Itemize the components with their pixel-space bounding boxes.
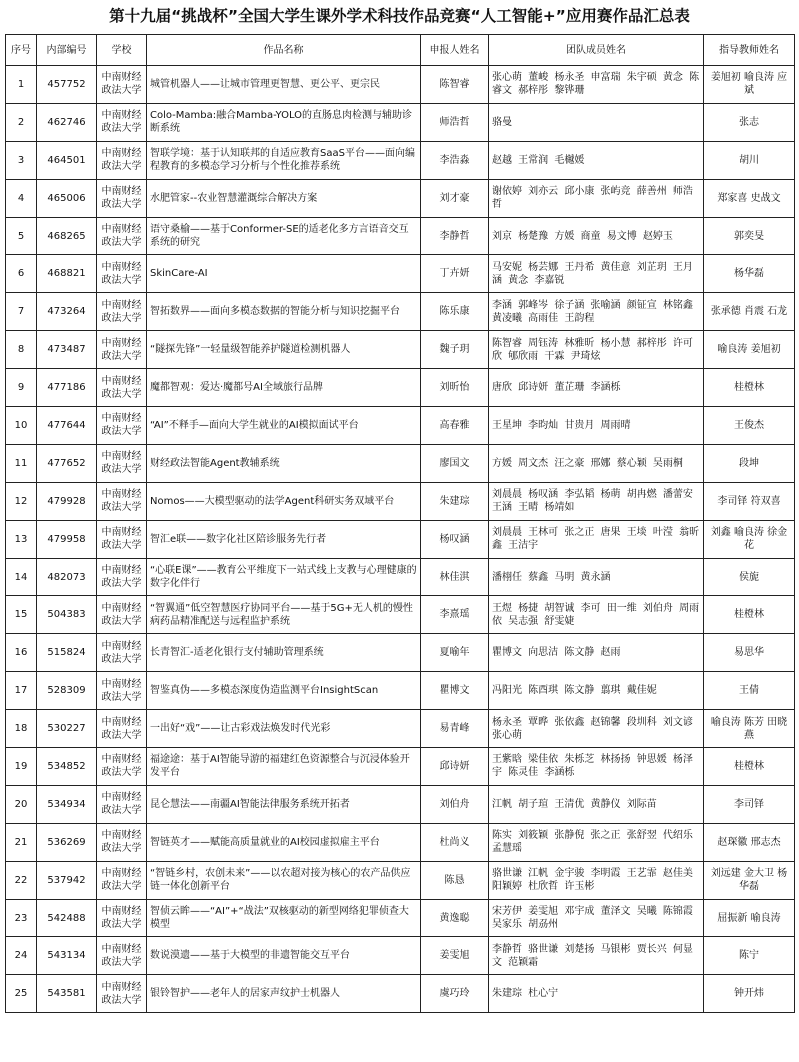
applicant-name: 杨叹涵 <box>421 520 489 558</box>
table-row <box>6 710 795 748</box>
advisor-names: 王倩 <box>704 672 795 710</box>
advisor-names: 喻良涛 姜旭初 <box>704 331 795 369</box>
team-members: 刘晨晨 王林可 张之正 唐果 王埮 叶滢 翁昕鑫 王洁宇 <box>489 520 704 558</box>
table-row <box>6 293 795 331</box>
advisor-names: 陈宁 <box>704 937 795 975</box>
table-row <box>6 558 795 596</box>
table-row <box>6 975 795 1013</box>
school-name: 中南财经政法大学 <box>97 748 147 786</box>
work-title: 智鉴真伪——多模态深度伪造监测平台InsightScan <box>147 672 421 710</box>
school-name: 中南财经政法大学 <box>97 823 147 861</box>
team-members: 李涵 郭峰岑 徐子涵 张喻涵 颜钲宣 林铭鑫 黄凌曦 高雨佳 王韵程 <box>489 293 704 331</box>
school-name: 中南财经政法大学 <box>97 217 147 255</box>
work-title: “智链乡村，农创未来”——以农超对接为核心的农产品供应链一体化创新平台 <box>147 861 421 899</box>
table-row <box>6 217 795 255</box>
row-number: 3 <box>6 141 37 179</box>
school-name: 中南财经政法大学 <box>97 103 147 141</box>
internal-code: 479958 <box>37 520 97 558</box>
work-title: Colo-Mamba:融合Mamba-YOLO的直肠息肉检测与辅助诊断系统 <box>147 103 421 141</box>
school-name: 中南财经政法大学 <box>97 331 147 369</box>
internal-code: 473487 <box>37 331 97 369</box>
row-number: 15 <box>6 596 37 634</box>
team-members: 宋芳伊 姜雯旭 邓宇成 董泽文 吴曦 陈锦霞 吴家乐 胡刕州 <box>489 899 704 937</box>
table-row <box>6 785 795 823</box>
header-code: 内部编号 <box>37 35 97 66</box>
advisor-names: 段坤 <box>704 444 795 482</box>
table-body <box>6 66 795 1013</box>
team-members: 冯阳光 陈酉琪 陈文静 翦琪 戴佳妮 <box>489 672 704 710</box>
advisor-names: 王俊杰 <box>704 407 795 445</box>
internal-code: 479928 <box>37 482 97 520</box>
internal-code: 536269 <box>37 823 97 861</box>
team-members: 张心萌 董峻 杨永圣 申富瑞 朱宇硕 黄念 陈睿文 郝梓彤 黎铧珊 <box>489 66 704 104</box>
applicant-name: 刘昕怡 <box>421 369 489 407</box>
row-number: 11 <box>6 444 37 482</box>
internal-code: 477644 <box>37 407 97 445</box>
table-row <box>6 103 795 141</box>
internal-code: 543134 <box>37 937 97 975</box>
work-title: 智链英才——赋能高质量就业的AI校园虚拟雇主平台 <box>147 823 421 861</box>
table-row <box>6 179 795 217</box>
work-title: 智联学境：基于认知联邦的自适应教育SaaS平台——面向编程教育的多模态学习分析与个性化推荐系统 <box>147 141 421 179</box>
row-number: 18 <box>6 710 37 748</box>
row-number: 24 <box>6 937 37 975</box>
team-members: 瞿博文 向思洁 陈文静 赵雨 <box>489 634 704 672</box>
row-number: 14 <box>6 558 37 596</box>
internal-code: 457752 <box>37 66 97 104</box>
team-members: 赵越 王常润 毛樾媛 <box>489 141 704 179</box>
internal-code: 464501 <box>37 141 97 179</box>
work-title: 福途途：基于AI智能导游的福建红色资源整合与沉浸体验开发平台 <box>147 748 421 786</box>
applicant-name: 李静哲 <box>421 217 489 255</box>
school-name: 中南财经政法大学 <box>97 66 147 104</box>
internal-code: 468265 <box>37 217 97 255</box>
row-number: 9 <box>6 369 37 407</box>
row-number: 6 <box>6 255 37 293</box>
applicant-name: 魏子玥 <box>421 331 489 369</box>
row-number: 21 <box>6 823 37 861</box>
school-name: 中南财经政法大学 <box>97 179 147 217</box>
internal-code: 528309 <box>37 672 97 710</box>
row-number: 10 <box>6 407 37 445</box>
applicant-name: 高春雅 <box>421 407 489 445</box>
work-title: 城管机器人——让城市管理更智慧、更公平、更宗民 <box>147 66 421 104</box>
internal-code: 530227 <box>37 710 97 748</box>
internal-code: 543581 <box>37 975 97 1013</box>
work-title: 智侦云眸——“AI”+“战法”双核驱动的新型网络犯罪侦查大模型 <box>147 899 421 937</box>
work-title: 财经政法智能Agent教辅系统 <box>147 444 421 482</box>
work-title: 一出好“戏”——让古彩戏法焕发时代光彩 <box>147 710 421 748</box>
row-number: 13 <box>6 520 37 558</box>
header-applicant: 申报人姓名 <box>421 35 489 66</box>
table-row <box>6 520 795 558</box>
internal-code: 542488 <box>37 899 97 937</box>
work-title: 智拓数界——面向多模态数据的智能分析与知识挖掘平台 <box>147 293 421 331</box>
table-row <box>6 672 795 710</box>
school-name: 中南财经政法大学 <box>97 710 147 748</box>
row-number: 22 <box>6 861 37 899</box>
applicant-name: 易青峰 <box>421 710 489 748</box>
advisor-names: 李司铎 符双喜 <box>704 482 795 520</box>
advisor-names: 桂橙林 <box>704 369 795 407</box>
internal-code: 477186 <box>37 369 97 407</box>
row-number: 25 <box>6 975 37 1013</box>
team-members: 骆世谦 江帆 金宇骏 李明霞 王艺霏 赵佳美 阳颖婷 杜欣哲 许玉彬 <box>489 861 704 899</box>
school-name: 中南财经政法大学 <box>97 785 147 823</box>
advisor-names: 屈振新 喻良涛 <box>704 899 795 937</box>
works-table <box>5 34 795 1013</box>
team-members: 杨永圣 覃晔 张依鑫 赵锦馨 段圳科 刘文谚 张心萌 <box>489 710 704 748</box>
row-number: 20 <box>6 785 37 823</box>
school-name: 中南财经政法大学 <box>97 369 147 407</box>
internal-code: 534852 <box>37 748 97 786</box>
school-name: 中南财经政法大学 <box>97 634 147 672</box>
row-number: 8 <box>6 331 37 369</box>
internal-code: 534934 <box>37 785 97 823</box>
school-name: 中南财经政法大学 <box>97 596 147 634</box>
table-row <box>6 899 795 937</box>
school-name: 中南财经政法大学 <box>97 482 147 520</box>
team-members: 李静哲 骆世谦 刘楚扬 马银彬 贾长兴 何显文 范颖霜 <box>489 937 704 975</box>
applicant-name: 刘伯舟 <box>421 785 489 823</box>
team-members: 方媛 周文杰 汪之豪 邢娜 蔡心颖 吴雨桐 <box>489 444 704 482</box>
team-members: 王紫晗 梁佳依 朱栎芝 林扬扬 钟思媛 杨泽宇 陈灵佳 李涵栎 <box>489 748 704 786</box>
applicant-name: 师浩哲 <box>421 103 489 141</box>
applicant-name: 林佳淇 <box>421 558 489 596</box>
advisor-names: 桂橙林 <box>704 748 795 786</box>
table-row <box>6 482 795 520</box>
internal-code: 462746 <box>37 103 97 141</box>
team-members: 王煜 杨捷 胡智诚 李可 田一维 刘伯舟 周雨依 吴志强 舒雯婕 <box>489 596 704 634</box>
table-row <box>6 66 795 104</box>
work-title: 银铃智护——老年人的居家声纹护士机器人 <box>147 975 421 1013</box>
school-name: 中南财经政法大学 <box>97 558 147 596</box>
applicant-name: 廖国文 <box>421 444 489 482</box>
applicant-name: 刘才豪 <box>421 179 489 217</box>
table-row <box>6 444 795 482</box>
team-members: 江帆 胡子瑄 王清优 黄静仪 刘际苗 <box>489 785 704 823</box>
school-name: 中南财经政法大学 <box>97 937 147 975</box>
applicant-name: 丁卉妍 <box>421 255 489 293</box>
advisor-names: 钟开炜 <box>704 975 795 1013</box>
row-number: 17 <box>6 672 37 710</box>
team-members: 陈智睿 周钰涛 林雅昕 杨小慧 郝梓彤 许可欣 郇欣雨 干霖 尹琦炫 <box>489 331 704 369</box>
team-members: 马安妮 杨芸娜 王丹希 黄佳意 刘芷玥 王月涵 黄念 李嘉锐 <box>489 255 704 293</box>
work-title: 长青智汇-适老化银行支付辅助管理系统 <box>147 634 421 672</box>
header-advisor: 指导教师姓名 <box>704 35 795 66</box>
advisor-names: 桂橙林 <box>704 596 795 634</box>
school-name: 中南财经政法大学 <box>97 861 147 899</box>
table-row <box>6 823 795 861</box>
applicant-name: 朱建琮 <box>421 482 489 520</box>
advisor-names: 张承德 肖震 石龙 <box>704 293 795 331</box>
applicant-name: 陈乐康 <box>421 293 489 331</box>
table-row <box>6 369 795 407</box>
internal-code: 477652 <box>37 444 97 482</box>
applicant-name: 夏喻年 <box>421 634 489 672</box>
team-members: 刘京 杨楚豫 方媛 商童 易文博 赵婷玉 <box>489 217 704 255</box>
school-name: 中南财经政法大学 <box>97 520 147 558</box>
internal-code: 504383 <box>37 596 97 634</box>
advisor-names: 喻良涛 陈芳 田晓燕 <box>704 710 795 748</box>
team-members: 刘晨晨 杨叹涵 李弘韬 杨萌 胡冉燃 潘蕾安 王涵 王晴 杨靖如 <box>489 482 704 520</box>
work-title: 智汇e联——数字化社区陪诊服务先行者 <box>147 520 421 558</box>
applicant-name: 瞿博文 <box>421 672 489 710</box>
applicant-name: 姜雯旭 <box>421 937 489 975</box>
work-title: 水肥管家--农业智慧灌溉综合解决方案 <box>147 179 421 217</box>
table-row <box>6 596 795 634</box>
row-number: 19 <box>6 748 37 786</box>
table-row <box>6 255 795 293</box>
work-title: “AI”不释手—面向大学生就业的AI模拟面试平台 <box>147 407 421 445</box>
work-title: 数说漠遗——基于大模型的非遗智能交互平台 <box>147 937 421 975</box>
row-number: 2 <box>6 103 37 141</box>
internal-code: 482073 <box>37 558 97 596</box>
team-members: 朱建琮 杜心宁 <box>489 975 704 1013</box>
advisor-names: 易思华 <box>704 634 795 672</box>
advisor-names: 张志 <box>704 103 795 141</box>
header-work: 作品名称 <box>147 35 421 66</box>
page-title: 第十九届“挑战杯”全国大学生课外学术科技作品竞赛“人工智能+”应用赛作品汇总表 <box>109 7 690 25</box>
applicant-name: 李熹瑶 <box>421 596 489 634</box>
school-name: 中南财经政法大学 <box>97 293 147 331</box>
header-no: 序号 <box>6 35 37 66</box>
work-title: 语守桑榆——基于Conformer-SE的适老化多方言语音交互系统的研究 <box>147 217 421 255</box>
advisor-names: 李司铎 <box>704 785 795 823</box>
school-name: 中南财经政法大学 <box>97 899 147 937</box>
advisor-names: 杨华磊 <box>704 255 795 293</box>
advisor-names: 胡川 <box>704 141 795 179</box>
applicant-name: 杜尚义 <box>421 823 489 861</box>
internal-code: 473264 <box>37 293 97 331</box>
table-row <box>6 141 795 179</box>
row-number: 16 <box>6 634 37 672</box>
applicant-name: 邱诗妍 <box>421 748 489 786</box>
team-members: 唐欣 邱诗妍 董芷珊 李涵栎 <box>489 369 704 407</box>
row-number: 23 <box>6 899 37 937</box>
table-row <box>6 331 795 369</box>
advisor-names: 郭奕旻 <box>704 217 795 255</box>
work-title: “心联E课”——教育公平维度下一站式线上支教与心理健康的数字化伴行 <box>147 558 421 596</box>
advisor-names: 刘鑫 喻良涛 徐金花 <box>704 520 795 558</box>
row-number: 4 <box>6 179 37 217</box>
table-header-row <box>6 35 795 66</box>
applicant-name: 黄逸聪 <box>421 899 489 937</box>
header-school: 学校 <box>97 35 147 66</box>
school-name: 中南财经政法大学 <box>97 672 147 710</box>
applicant-name: 陈智睿 <box>421 66 489 104</box>
applicant-name: 陈恳 <box>421 861 489 899</box>
team-members: 谢依婷 刘亦云 邱小康 张屿竞 薛善州 师浩哲 <box>489 179 704 217</box>
school-name: 中南财经政法大学 <box>97 975 147 1013</box>
work-title: Nomos——大模型驱动的法学Agent科研实务双域平台 <box>147 482 421 520</box>
team-members: 陈实 刘筱颖 张静倪 张之正 张舒翌 代绍乐 孟慧瑶 <box>489 823 704 861</box>
work-title: 魔都智观：爱达·魔都号AI全域旅行品牌 <box>147 369 421 407</box>
internal-code: 515824 <box>37 634 97 672</box>
applicant-name: 虞巧玲 <box>421 975 489 1013</box>
row-number: 1 <box>6 66 37 104</box>
advisor-names: 郑家喜 史战文 <box>704 179 795 217</box>
table-row <box>6 861 795 899</box>
internal-code: 465006 <box>37 179 97 217</box>
school-name: 中南财经政法大学 <box>97 444 147 482</box>
team-members: 骆曼 <box>489 103 704 141</box>
row-number: 5 <box>6 217 37 255</box>
work-title: “智翼通”低空智慧医疗协同平台——基于5G+无人机的慢性病药品精准配送与远程监护系统 <box>147 596 421 634</box>
header-team: 团队成员姓名 <box>489 35 704 66</box>
row-number: 12 <box>6 482 37 520</box>
school-name: 中南财经政法大学 <box>97 255 147 293</box>
table-row <box>6 937 795 975</box>
advisor-names: 姜旭初 喻良涛 应斌 <box>704 66 795 104</box>
work-title: 昆仑慧法——南疆AI智能法律服务系统开拓者 <box>147 785 421 823</box>
work-title: “隧探先锋”一轻量级智能养护隧道检测机器人 <box>147 331 421 369</box>
advisor-names: 刘远建 金大卫 杨华磊 <box>704 861 795 899</box>
school-name: 中南财经政法大学 <box>97 141 147 179</box>
team-members: 潘栩任 蔡鑫 马明 黄永涵 <box>489 558 704 596</box>
advisor-names: 赵琛徽 邢志杰 <box>704 823 795 861</box>
table-row <box>6 748 795 786</box>
work-title: SkinCare-AI <box>147 255 421 293</box>
school-name: 中南财经政法大学 <box>97 407 147 445</box>
team-members: 王星坤 李昀灿 甘贵月 周雨晴 <box>489 407 704 445</box>
advisor-names: 侯旎 <box>704 558 795 596</box>
applicant-name: 李浩淼 <box>421 141 489 179</box>
internal-code: 468821 <box>37 255 97 293</box>
internal-code: 537942 <box>37 861 97 899</box>
row-number: 7 <box>6 293 37 331</box>
table-row <box>6 634 795 672</box>
table-row <box>6 407 795 445</box>
